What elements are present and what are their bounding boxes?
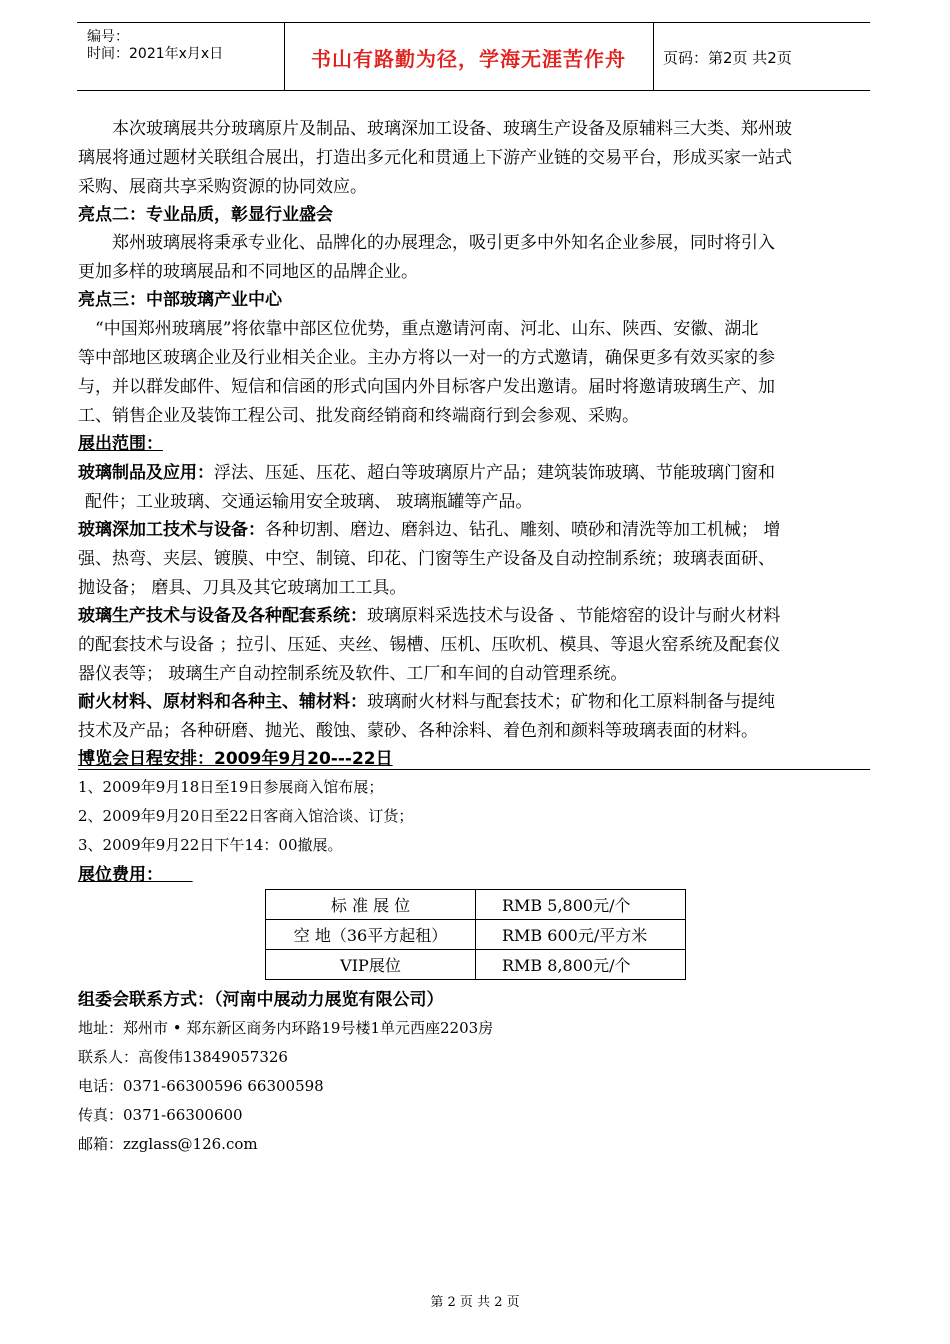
scope-cat1-text: 浮法、压延、压花、超白等玻璃原片产品；建筑装饰玻璃、节能玻璃门窗和 (214, 463, 775, 483)
fees-title-text: 展位费用： (78, 865, 163, 885)
schedule-item-2: 2、2009年9月20日至22日客商入馆洽谈、订货； (78, 807, 414, 825)
scope-cat4-label: 耐火材料、原材料和各种主、辅材料： (78, 692, 367, 712)
highlight2-line-2: 更加多样的玻璃展品和不同地区的品牌企业。 (78, 262, 418, 282)
scope-cat4-line-2: 技术及产品；各种研磨、抛光、酸蚀、蒙砂、各种涂料、着色剂和颜料等玻璃表面的材料。 (78, 721, 758, 741)
number-label: 编号： (87, 29, 129, 45)
schedule-item-1: 1、2009年9月18日至19日参展商入馆布展； (78, 778, 384, 796)
contact-phone: 电话：0371-66300596 66300598 (78, 1077, 324, 1095)
fee-type: VIP展位 (266, 950, 476, 980)
scope-cat3-line-1 (78, 608, 780, 625)
contact-address: 地址：郑州市 • 郑东新区商务内环路19号楼1单元西座2203房 (78, 1019, 494, 1037)
fee-row (266, 950, 686, 980)
scope-cat3-line-2: 的配套技术与设备 ；拉引、压延、夹丝、锡槽、压机、压吹机、模具、等退火窑系统及配套仪 (78, 635, 781, 655)
scope-cat2-line-1 (78, 522, 780, 539)
scope-cat2-line-3: 抛设备； 磨具、刀具及其它玻璃加工工具。 (78, 578, 407, 598)
contact-fax: 传真：0371-66300600 (78, 1106, 243, 1124)
time-label: 时间：2021年x月x日 (87, 46, 224, 62)
highlight2-title: 亮点二：专业品质，彰显行业盛会 (78, 205, 333, 225)
fee-price: RMB 5,800元/个 (476, 890, 686, 920)
schedule-item-3: 3、2009年9月22日下午14：00撤展。 (78, 836, 343, 854)
header-motto-cell (284, 23, 654, 90)
fee-type: 标 准 展 位 (266, 890, 476, 920)
page-header (77, 22, 870, 91)
page-footer: 第 2 页 共 2 页 (430, 1295, 520, 1310)
intro-line-3: 采购、展商共享采购资源的协同效应。 (78, 177, 367, 197)
intro-line-2: 璃展将通过题材关联组合展出，打造出多元化和贯通上下游产业链的交易平台，形成买家一站式 (78, 148, 792, 168)
scope-cat2-label: 玻璃深加工技术与设备： (78, 520, 265, 540)
highlight3-line-1: “中国郑州玻璃展”将依靠中部区位优势，重点邀请河南、河北、山东、陕西、安徽、湖北 (95, 319, 759, 339)
scope-title: 展出范围： (78, 434, 163, 454)
fee-price: RMB 8,800元/个 (476, 950, 686, 980)
scope-cat4-line-1 (78, 694, 775, 711)
header-meta (77, 23, 285, 90)
scope-cat3-line-3: 器仪表等； 玻璃生产自动控制系统及软件、工厂和车间的自动管理系统。 (78, 664, 628, 684)
scope-cat1-line-1 (78, 465, 775, 482)
scope-cat3-text: 玻璃原料采选技术与设备 、节能熔窑的设计与耐火材料 (367, 606, 781, 626)
fee-price: RMB 600元/平方米 (476, 920, 686, 950)
scope-cat1-label: 玻璃制品及应用： (78, 463, 214, 483)
fee-row (266, 890, 686, 920)
fees-title (78, 867, 193, 884)
intro-line-1: 本次玻璃展共分玻璃原片及制品、玻璃深加工设备、玻璃生产设备及原辅料三大类、郑州玻 (112, 119, 792, 139)
fee-table (265, 889, 686, 980)
scope-cat4-text: 玻璃耐火材料与配套技术；矿物和化工原料制备与提纯 (367, 692, 775, 712)
header-page-label: 页码：第2页 共2页 (663, 49, 792, 67)
schedule-divider (78, 769, 870, 770)
highlight3-title: 亮点三：中部玻璃产业中心 (78, 290, 282, 310)
fee-type: 空 地（36平方起租） (266, 920, 476, 950)
highlight3-line-3: 与，并以群发邮件、短信和信函的形式向国内外目标客户发出邀请。届时将邀请玻璃生产、加 (78, 377, 775, 397)
highlight3-line-4: 工、销售企业及装饰工程公司、批发商经销商和终端商行到会参观、采购。 (78, 406, 639, 426)
scope-cat3-label: 玻璃生产技术与设备及各种配套系统： (78, 606, 367, 626)
fee-row (266, 920, 686, 950)
scope-cat2-line-2: 强、热弯、夹层、镀膜、中空、制镜、印花、门窗等生产设备及自动控制系统；玻璃表面研、 (78, 549, 775, 569)
motto: 书山有路勤为径，学海无涯苦作舟 (311, 47, 626, 71)
scope-cat1-line-2: 配件；工业玻璃、交通运输用安全玻璃、 玻璃瓶罐等产品。 (85, 492, 533, 512)
highlight3-line-2: 等中部地区玻璃企业及行业相关企业。主办方将以一对一的方式邀请，确保更多有效买家的参 (78, 348, 775, 368)
contact-person: 联系人：高俊伟13849057326 (78, 1048, 288, 1066)
highlight2-line-1: 郑州玻璃展将秉承专业化、品牌化的办展理念，吸引更多中外知名企业参展，同时将引入 (112, 233, 775, 253)
schedule-title: 博览会日程安排：2009年9月20---22日 (78, 749, 393, 769)
contact-email: 邮箱：zzglass@126.com (78, 1135, 258, 1153)
contact-title: 组委会联系方式：（河南中展动力展览有限公司） (78, 990, 444, 1010)
scope-cat2-text: 各种切割、磨边、磨斜边、钻孔、雕刻、喷砂和清洗等加工机械； 增 (265, 520, 781, 540)
